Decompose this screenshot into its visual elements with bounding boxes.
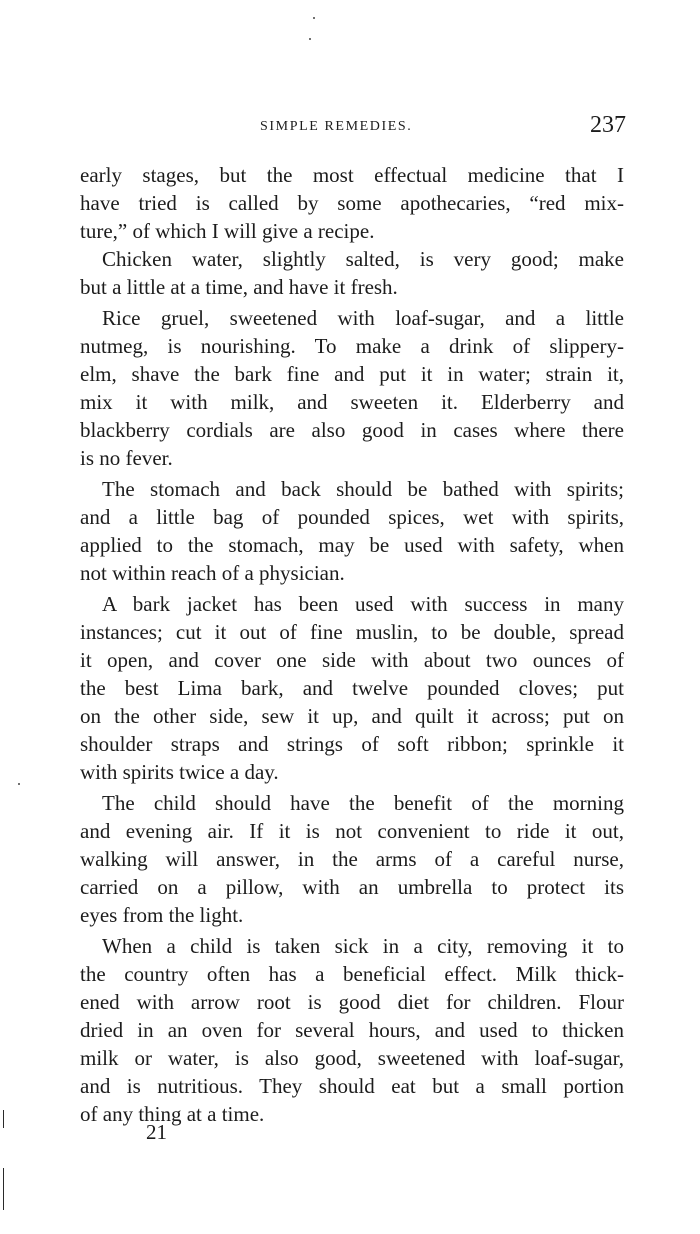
text-line: carried on a pillow, with an umbrella to protect its [80,875,624,899]
paragraph-chicken-water [80,245,624,301]
text-line: with spirits twice a day. [80,760,279,784]
text-line: is no fever. [80,446,173,470]
text-line: The child should have the benefit of the morning [102,791,624,815]
text-line: applied to the stomach, may be used with safety, when [80,533,624,557]
text-line: milk or water, is also good, sweetened with loaf-sugar, [80,1046,624,1070]
text-line: A bark jacket has been used with success in many [102,592,624,616]
text-line: shoulder straps and strings of soft ribbon; sprinkle it [80,732,624,756]
ink-speck [309,38,311,40]
page-edge-mark [3,1168,4,1210]
paragraph-country-air [80,932,624,1128]
text-line: walking will answer, in the arms of a careful nurse, [80,847,624,871]
text-line: the best Lima bark, and twelve pounded cloves; put [80,676,624,700]
paragraph-rice-gruel [80,304,624,472]
paragraph-stomach-back [80,475,624,587]
running-head: SIMPLE REMEDIES. [260,119,413,134]
text-line: nutmeg, is nourishing. To make a drink of slippery- [80,334,624,358]
text-line: on the other side, sew it up, and quilt it across; put on [80,704,624,728]
text-line: dried in an oven for several hours, and used to thicken [80,1018,624,1042]
page-header [84,112,626,146]
text-line: elm, shave the bark fine and put it in water; strain it, [80,362,624,386]
text-line: early stages, but the most effectual medicine that I [80,163,624,187]
text-line: eyes from the light. [80,903,244,927]
text-line: instances; cut it out of fine muslin, to be double, spread [80,620,624,644]
text-line: and evening air. If it is not convenient to ride it out, [80,819,624,843]
text-line: blackberry cordials are also good in cases where there [80,418,624,442]
page-edge-mark [3,1110,4,1128]
text-line: have tried is called by some apothecaries, “red mix- [80,191,624,215]
text-line: Rice gruel, sweetened with loaf-sugar, and a little [102,306,624,330]
text-line: but a little at a time, and have it fresh. [80,275,398,299]
text-line: ened with arrow root is good diet for children. Flour [80,990,624,1014]
signature-mark: 21 [146,1120,167,1144]
text-line: it open, and cover one side with about two ounces of [80,648,624,672]
text-line: The stomach and back should be bathed with spirits; [102,477,624,501]
ink-speck [18,783,20,785]
body-text [80,161,624,1128]
paragraph-red-mixture [80,161,624,245]
text-line: ture,” of which I will give a recipe. [80,219,375,243]
ink-speck [313,17,315,19]
paragraph-morning-air [80,789,624,929]
text-line: and a little bag of pounded spices, wet with spirits, [80,505,624,529]
text-line: of any thing at a time. [80,1102,265,1126]
text-line: mix it with milk, and sweeten it. Elderberry and [80,390,624,414]
text-line: Chicken water, slightly salted, is very good; make [102,247,624,271]
paragraph-bark-jacket [80,590,624,786]
page-number: 237 [590,112,626,138]
text-line: and is nutritious. They should eat but a small portion [80,1074,624,1098]
text-line: When a child is taken sick in a city, removing it to [102,934,624,958]
text-line: the country often has a beneficial effect. Milk thick- [80,962,624,986]
text-line: not within reach of a physician. [80,561,345,585]
